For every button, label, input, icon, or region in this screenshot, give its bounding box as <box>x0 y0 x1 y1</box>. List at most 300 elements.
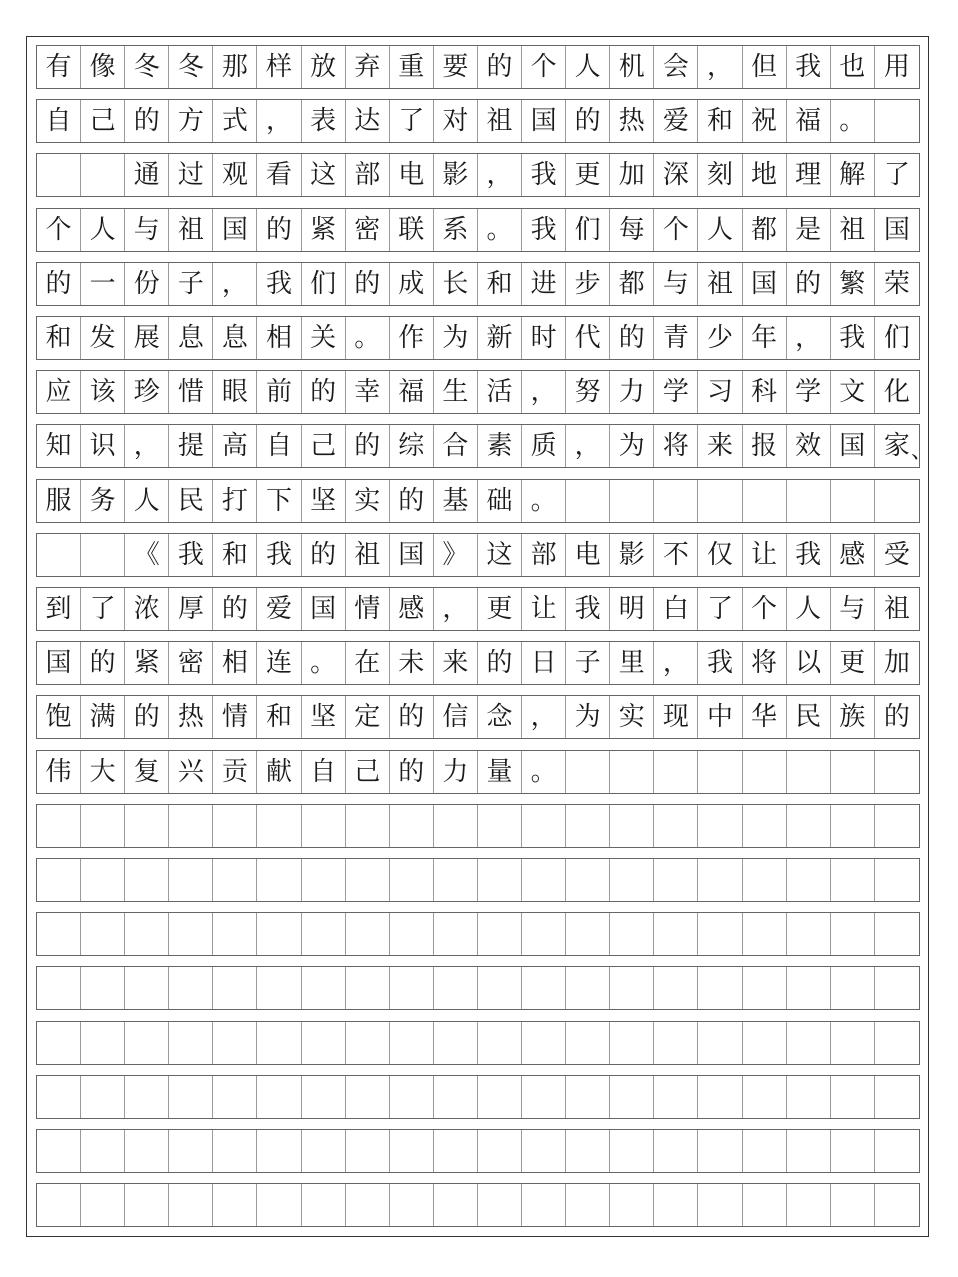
grid-cell <box>566 480 610 522</box>
grid-cell: 作 <box>390 317 434 359</box>
grid-cell <box>654 967 698 1009</box>
grid-cell: 更 <box>478 588 522 630</box>
grid-cell <box>875 1184 919 1226</box>
grid-cell <box>81 1130 125 1172</box>
grid-cell: 己 <box>81 100 125 142</box>
grid-cell <box>787 480 831 522</box>
grid-cell: 在 <box>346 642 390 684</box>
grid-cell <box>654 751 698 793</box>
grid-cell <box>610 1130 654 1172</box>
grid-cell <box>81 967 125 1009</box>
grid-cell <box>213 805 257 847</box>
grid-cell: 与 <box>831 588 875 630</box>
grid-cell <box>125 1184 169 1226</box>
grid-cell: 电 <box>390 154 434 196</box>
grid-cell <box>302 1076 346 1118</box>
grid-cell <box>566 1076 610 1118</box>
grid-cell: 》 <box>434 534 478 576</box>
grid-cell: 联 <box>390 209 434 251</box>
grid-cell: 国 <box>831 425 875 467</box>
grid-row <box>36 1021 920 1065</box>
grid-cell: 我 <box>831 317 875 359</box>
grid-cell: 我 <box>522 209 566 251</box>
grid-cell: 家 、 <box>883 431 933 465</box>
grid-cell: 过 <box>169 154 213 196</box>
grid-cell: 会 <box>654 46 698 88</box>
grid-row <box>36 587 920 631</box>
grid-cell: 更 <box>566 154 610 196</box>
grid-cell: 饱 <box>37 696 81 738</box>
grid-cell <box>831 751 875 793</box>
grid-cell: 国 <box>302 588 346 630</box>
grid-cell: 己 <box>346 751 390 793</box>
grid-cell: 习 <box>698 371 742 413</box>
grid-cell <box>478 805 522 847</box>
grid-cell: 祖 <box>831 209 875 251</box>
grid-cell: 方 <box>169 100 213 142</box>
grid-cell: 和 <box>698 100 742 142</box>
grid-cell: 祖 <box>169 209 213 251</box>
grid-cell: 。 <box>522 480 566 522</box>
grid-cell <box>654 1130 698 1172</box>
grid-cell: 幸 <box>346 371 390 413</box>
grid-cell <box>831 480 875 522</box>
grid-cell <box>390 1130 434 1172</box>
grid-cell <box>390 1022 434 1064</box>
grid-cell: 连 <box>257 642 301 684</box>
grid-cell <box>302 913 346 955</box>
grid-cell: 情 <box>346 588 390 630</box>
grid-cell <box>787 1022 831 1064</box>
grid-cell: 祝 <box>743 100 787 142</box>
grid-cell: 华 <box>743 696 787 738</box>
grid-cell <box>81 534 125 576</box>
grid-cell <box>787 751 831 793</box>
grid-cell <box>434 1022 478 1064</box>
grid-cell <box>125 1076 169 1118</box>
grid-cell <box>698 480 742 522</box>
grid-cell <box>125 805 169 847</box>
grid-cell: 量 <box>478 751 522 793</box>
grid-cell <box>610 751 654 793</box>
grid-cell: 的 <box>125 100 169 142</box>
grid-cell <box>302 805 346 847</box>
grid-cell: 。 <box>478 209 522 251</box>
grid-cell <box>654 1076 698 1118</box>
grid-row <box>36 804 920 848</box>
grid-cell: 看 <box>257 154 301 196</box>
grid-cell: 综 <box>390 425 434 467</box>
grid-cell: 情 <box>213 696 257 738</box>
grid-cell: 我 <box>566 588 610 630</box>
grid-cell <box>831 1076 875 1118</box>
grid-cell: 来 <box>698 425 742 467</box>
grid-cell: 份 <box>125 263 169 305</box>
grid-cell <box>743 751 787 793</box>
grid-cell <box>787 1076 831 1118</box>
grid-cell <box>478 1130 522 1172</box>
grid-cell: 伟 <box>37 751 81 793</box>
grid-row <box>36 1183 920 1227</box>
grid-cell: 部 <box>522 534 566 576</box>
grid-cell: 念 <box>478 696 522 738</box>
grid-cell: 与 <box>654 263 698 305</box>
grid-cell <box>434 805 478 847</box>
grid-cell <box>478 1022 522 1064</box>
grid-cell: 福 <box>787 100 831 142</box>
grid-cell <box>875 805 919 847</box>
grid-cell: 民 <box>787 696 831 738</box>
grid-cell: 厚 <box>169 588 213 630</box>
grid-cell <box>654 859 698 901</box>
grid-cell <box>257 1130 301 1172</box>
grid-cell: 繁 <box>831 263 875 305</box>
grid-cell: 信 <box>434 696 478 738</box>
grid-cell: 的 <box>302 371 346 413</box>
grid-cell <box>654 1184 698 1226</box>
grid-cell <box>522 1130 566 1172</box>
grid-cell <box>522 1076 566 1118</box>
grid-cell: 对 <box>434 100 478 142</box>
grid-cell: 该 <box>81 371 125 413</box>
grid-cell: 一 <box>81 263 125 305</box>
grid-cell: 自 <box>37 100 81 142</box>
grid-cell: 效 <box>787 425 831 467</box>
grid-cell <box>831 859 875 901</box>
grid-cell: 代 <box>566 317 610 359</box>
grid-cell: 我 <box>698 642 742 684</box>
grid-cell <box>390 1184 434 1226</box>
grid-cell: 《 <box>125 534 169 576</box>
grid-cell: 的 <box>566 100 610 142</box>
grid-cell: 祖 <box>478 100 522 142</box>
grid-cell <box>743 1022 787 1064</box>
grid-cell: 础 <box>478 480 522 522</box>
grid-cell: 息 <box>169 317 213 359</box>
grid-cell: 将 <box>654 425 698 467</box>
grid-cell: 理 <box>787 154 831 196</box>
grid-row <box>36 1075 920 1119</box>
grid-cell: ， <box>478 154 522 196</box>
grid-cell <box>787 805 831 847</box>
grid-cell: 高 <box>213 425 257 467</box>
grid-cell: 务 <box>81 480 125 522</box>
grid-cell <box>302 1130 346 1172</box>
grid-cell: 国 <box>522 100 566 142</box>
grid-cell: 前 <box>257 371 301 413</box>
grid-cell <box>698 913 742 955</box>
grid-cell <box>125 913 169 955</box>
grid-cell <box>698 1076 742 1118</box>
grid-cell <box>81 913 125 955</box>
grid-cell: 个 <box>522 46 566 88</box>
grid-cell: 热 <box>169 696 213 738</box>
grid-cell: 这 <box>302 154 346 196</box>
grid-row <box>36 370 920 414</box>
grid-cell: 祖 <box>346 534 390 576</box>
grid-cell: 展 <box>125 317 169 359</box>
grid-cell: 刻 <box>698 154 742 196</box>
grid-row <box>36 966 920 1010</box>
grid-cell <box>346 913 390 955</box>
grid-cell: 力 <box>434 751 478 793</box>
grid-cell: 的 <box>346 425 390 467</box>
grid-cell: 我 <box>787 534 831 576</box>
grid-cell <box>302 859 346 901</box>
grid-cell: 了 <box>390 100 434 142</box>
grid-cell: 紧 <box>125 642 169 684</box>
grid-cell: 惜 <box>169 371 213 413</box>
grid-cell: 眼 <box>213 371 257 413</box>
grid-cell: 我 <box>787 46 831 88</box>
grid-cell: 密 <box>346 209 390 251</box>
grid-cell: 加 <box>610 154 654 196</box>
grid-cell: 国 <box>37 642 81 684</box>
grid-row <box>36 99 920 143</box>
grid-cell <box>654 913 698 955</box>
grid-cell: 的 <box>478 642 522 684</box>
grid-cell: 让 <box>743 534 787 576</box>
grid-cell: 感 <box>390 588 434 630</box>
grid-cell: 系 <box>434 209 478 251</box>
grid-cell: 那 <box>213 46 257 88</box>
grid-cell: 是 <box>787 209 831 251</box>
grid-cell: 放 <box>302 46 346 88</box>
grid-cell <box>213 859 257 901</box>
grid-cell <box>302 1022 346 1064</box>
grid-cell <box>522 913 566 955</box>
grid-cell <box>213 1184 257 1226</box>
grid-cell: 的 <box>37 263 81 305</box>
grid-cell <box>346 1076 390 1118</box>
grid-cell: 发 <box>81 317 125 359</box>
grid-cell: 和 <box>37 317 81 359</box>
grid-cell <box>698 751 742 793</box>
grid-cell: 也 <box>831 46 875 88</box>
grid-cell: 的 <box>125 696 169 738</box>
grid-cell: 不 <box>654 534 698 576</box>
grid-cell: 更 <box>831 642 875 684</box>
grid-cell <box>434 967 478 1009</box>
grid-cell <box>610 1184 654 1226</box>
grid-row <box>36 316 920 360</box>
grid-cell: 自 <box>302 751 346 793</box>
grid-cell: 都 <box>743 209 787 251</box>
grid-cell: 长 <box>434 263 478 305</box>
grid-cell: 的 <box>478 46 522 88</box>
grid-cell <box>37 859 81 901</box>
grid-cell: 个 <box>654 209 698 251</box>
grid-row <box>36 424 933 468</box>
grid-cell: 电 <box>566 534 610 576</box>
grid-cell <box>787 1184 831 1226</box>
grid-cell: ， <box>125 425 169 467</box>
grid-cell <box>566 751 610 793</box>
grid-cell <box>743 1184 787 1226</box>
grid-cell: 像 <box>81 46 125 88</box>
grid-cell: 紧 <box>302 209 346 251</box>
grid-cell <box>787 913 831 955</box>
grid-cell: 人 <box>566 46 610 88</box>
grid-cell <box>654 1022 698 1064</box>
grid-cell: 到 <box>37 588 81 630</box>
grid-cell <box>37 154 81 196</box>
grid-cell <box>831 967 875 1009</box>
grid-cell: 我 <box>257 534 301 576</box>
grid-cell <box>566 1022 610 1064</box>
grid-cell: 关 <box>302 317 346 359</box>
grid-cell: 里 <box>610 642 654 684</box>
grid-cell <box>169 1076 213 1118</box>
grid-cell: 我 <box>257 263 301 305</box>
grid-cell: 国 <box>883 214 910 245</box>
grid-row <box>36 153 920 197</box>
grid-row <box>36 479 920 523</box>
grid-cell <box>302 1184 346 1226</box>
grid-cell: 用 <box>883 52 910 82</box>
grid-cell: 质 <box>522 425 566 467</box>
grid-cell: 与 <box>125 209 169 251</box>
grid-cell: 的 <box>302 534 346 576</box>
grid-cell <box>743 1130 787 1172</box>
grid-cell <box>169 1022 213 1064</box>
grid-cell: 成 <box>390 263 434 305</box>
grid-cell: 每 <box>610 209 654 251</box>
grid-cell <box>875 859 919 901</box>
grid-cell: 密 <box>169 642 213 684</box>
grid-cell <box>81 805 125 847</box>
grid-cell: 识 <box>81 425 125 467</box>
grid-cell: 现 <box>654 696 698 738</box>
grid-cell <box>743 859 787 901</box>
grid-cell: 的 <box>81 642 125 684</box>
grid-cell: 相 <box>257 317 301 359</box>
grid-cell <box>566 967 610 1009</box>
grid-cell <box>566 859 610 901</box>
grid-cell <box>566 1130 610 1172</box>
grid-cell: ， <box>213 263 257 305</box>
grid-cell: 青 <box>654 317 698 359</box>
grid-cell <box>81 1076 125 1118</box>
grid-cell: 影 <box>610 534 654 576</box>
grid-cell <box>875 1130 919 1172</box>
grid-cell: 弃 <box>346 46 390 88</box>
grid-cell: 达 <box>346 100 390 142</box>
grid-cell <box>698 859 742 901</box>
grid-cell: 祖 <box>698 263 742 305</box>
grid-cell: 素 <box>478 425 522 467</box>
grid-cell: 和 <box>213 534 257 576</box>
grid-cell: 年 <box>743 317 787 359</box>
grid-cell: 学 <box>787 371 831 413</box>
grid-cell <box>37 1076 81 1118</box>
grid-cell: 深 <box>654 154 698 196</box>
grid-cell: 子 <box>566 642 610 684</box>
grid-cell: 坚 <box>302 696 346 738</box>
grid-cell: 实 <box>610 696 654 738</box>
grid-cell: 热 <box>610 100 654 142</box>
grid-cell <box>743 1076 787 1118</box>
grid-cell <box>37 1022 81 1064</box>
grid-cell <box>434 1184 478 1226</box>
grid-cell <box>169 913 213 955</box>
grid-cell: 的 <box>213 588 257 630</box>
grid-cell: 大 <box>81 751 125 793</box>
grid-cell <box>787 859 831 901</box>
grid-cell <box>610 805 654 847</box>
grid-cell: 坚 <box>302 480 346 522</box>
grid-cell: 的 <box>390 751 434 793</box>
grid-cell: 祖 <box>883 594 910 624</box>
grid-cell: 息 <box>213 317 257 359</box>
grid-cell: 白 <box>654 588 698 630</box>
grid-cell: 将 <box>743 642 787 684</box>
grid-cell: 们 <box>302 263 346 305</box>
grid-cell: 明 <box>610 588 654 630</box>
grid-cell <box>169 1184 213 1226</box>
grid-cell <box>698 805 742 847</box>
grid-cell: 的 <box>346 263 390 305</box>
grid-cell: 的 <box>390 696 434 738</box>
grid-cell <box>875 913 919 955</box>
grid-cell: 来 <box>434 642 478 684</box>
grid-row <box>36 695 920 739</box>
grid-cell: 了 <box>698 588 742 630</box>
grid-cell <box>390 1076 434 1118</box>
grid-cell: 的 <box>390 480 434 522</box>
grid-cell: 学 <box>654 371 698 413</box>
grid-cell <box>37 805 81 847</box>
grid-cell: 以 <box>787 642 831 684</box>
grid-cell: 。 <box>522 751 566 793</box>
grid-cell <box>610 1076 654 1118</box>
grid-cell: 人 <box>81 209 125 251</box>
grid-cell <box>743 967 787 1009</box>
grid-cell <box>125 859 169 901</box>
grid-cell: 式 <box>213 100 257 142</box>
grid-cell <box>169 967 213 1009</box>
grid-cell <box>522 859 566 901</box>
grid-cell: 服 <box>37 480 81 522</box>
grid-cell: 兴 <box>169 751 213 793</box>
grid-cell: 子 <box>169 263 213 305</box>
grid-cell <box>698 1184 742 1226</box>
grid-cell <box>566 805 610 847</box>
grid-cell <box>390 913 434 955</box>
grid-cell <box>81 154 125 196</box>
grid-cell: 相 <box>213 642 257 684</box>
grid-cell: 要 <box>434 46 478 88</box>
grid-cell <box>169 805 213 847</box>
grid-cell <box>346 1022 390 1064</box>
grid-cell: 福 <box>390 371 434 413</box>
grid-cell: 化 <box>883 377 910 408</box>
grid-cell <box>302 967 346 1009</box>
grid-cell <box>478 859 522 901</box>
grid-cell: 爱 <box>257 588 301 630</box>
grid-cell: 爱 <box>654 100 698 142</box>
grid-cell <box>257 805 301 847</box>
grid-cell: 的 <box>257 209 301 251</box>
grid-cell: 的 <box>883 702 910 733</box>
grid-cell <box>390 859 434 901</box>
grid-cell: 人 <box>787 588 831 630</box>
grid-cell <box>566 913 610 955</box>
grid-cell: 国 <box>390 534 434 576</box>
grid-cell <box>213 1022 257 1064</box>
grid-cell <box>434 1130 478 1172</box>
grid-cell: 活 <box>478 371 522 413</box>
